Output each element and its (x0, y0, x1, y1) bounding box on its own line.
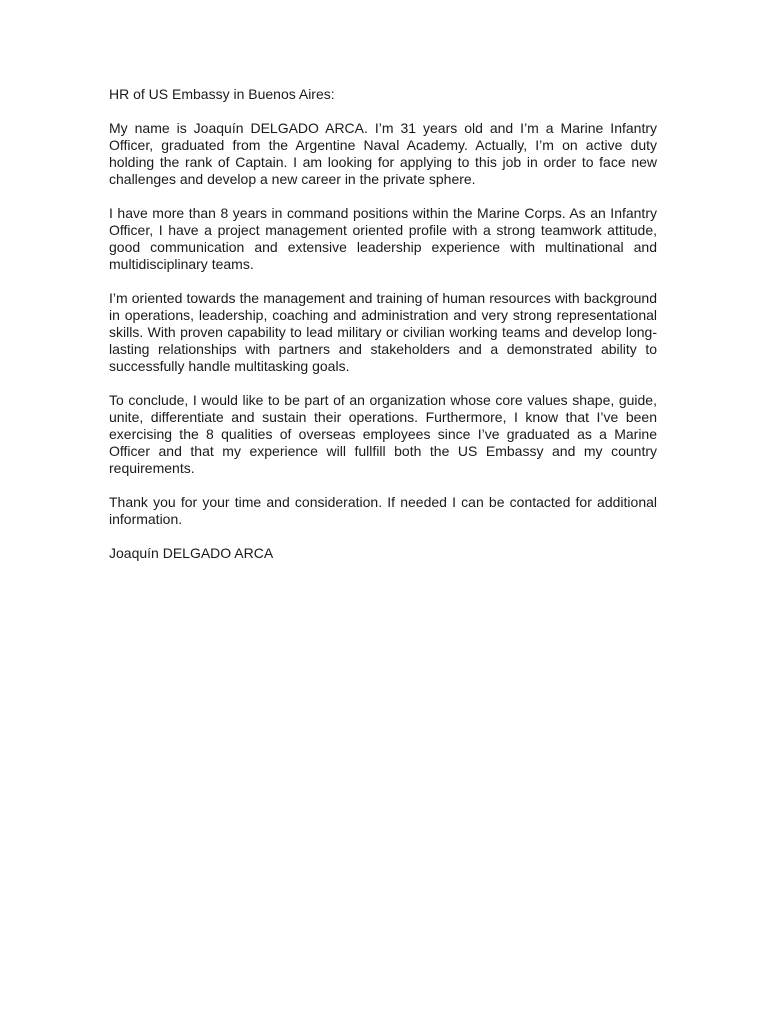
letter-greeting: HR of US Embassy in Buenos Aires: (109, 86, 335, 102)
letter-paragraph-experience: I have more than 8 years in command positions within the Marine Corps. As an Infantry Officer, I have a project management oriented profile with a strong teamwork attitude, good communication and extensive leadership experience with multinational and multidisciplinary teams. (109, 205, 657, 272)
letter-paragraph-closing: Thank you for your time and consideration. If needed I can be contacted for additional information. (109, 494, 657, 527)
letter-paragraph-skills: I’m oriented towards the management and training of human resources with background in operations, leadership, coaching and administration and very strong representational skills. With proven capability to lead military or civilian working teams and develop long-lasting relationships with partners and stakeholders and a demonstrated ability to successfully handle multitasking goals. (109, 290, 657, 374)
letter-paragraph-introduction: My name is Joaquín DELGADO ARCA. I’m 31 years old and I’m a Marine Infantry Officer, graduated from the Argentine Naval Academy. Actually, I’m on active duty holding the rank of Captain. I am looking for applying to this job in order to face new challenges and develop a new career in the private sphere. (109, 120, 657, 187)
cover-letter (109, 86, 657, 562)
letter-signature: Joaquín DELGADO ARCA (109, 545, 274, 561)
letter-paragraph-conclusion: To conclude, I would like to be part of an organization whose core values shape, guide, unite, differentiate and sustain their operations. Furthermore, I know that I’ve been exercising the 8 qualities of overseas employees since I’ve graduated as a Marine Officer and that my experience will fullfill both the US Embassy and my country requirements. (109, 392, 657, 476)
